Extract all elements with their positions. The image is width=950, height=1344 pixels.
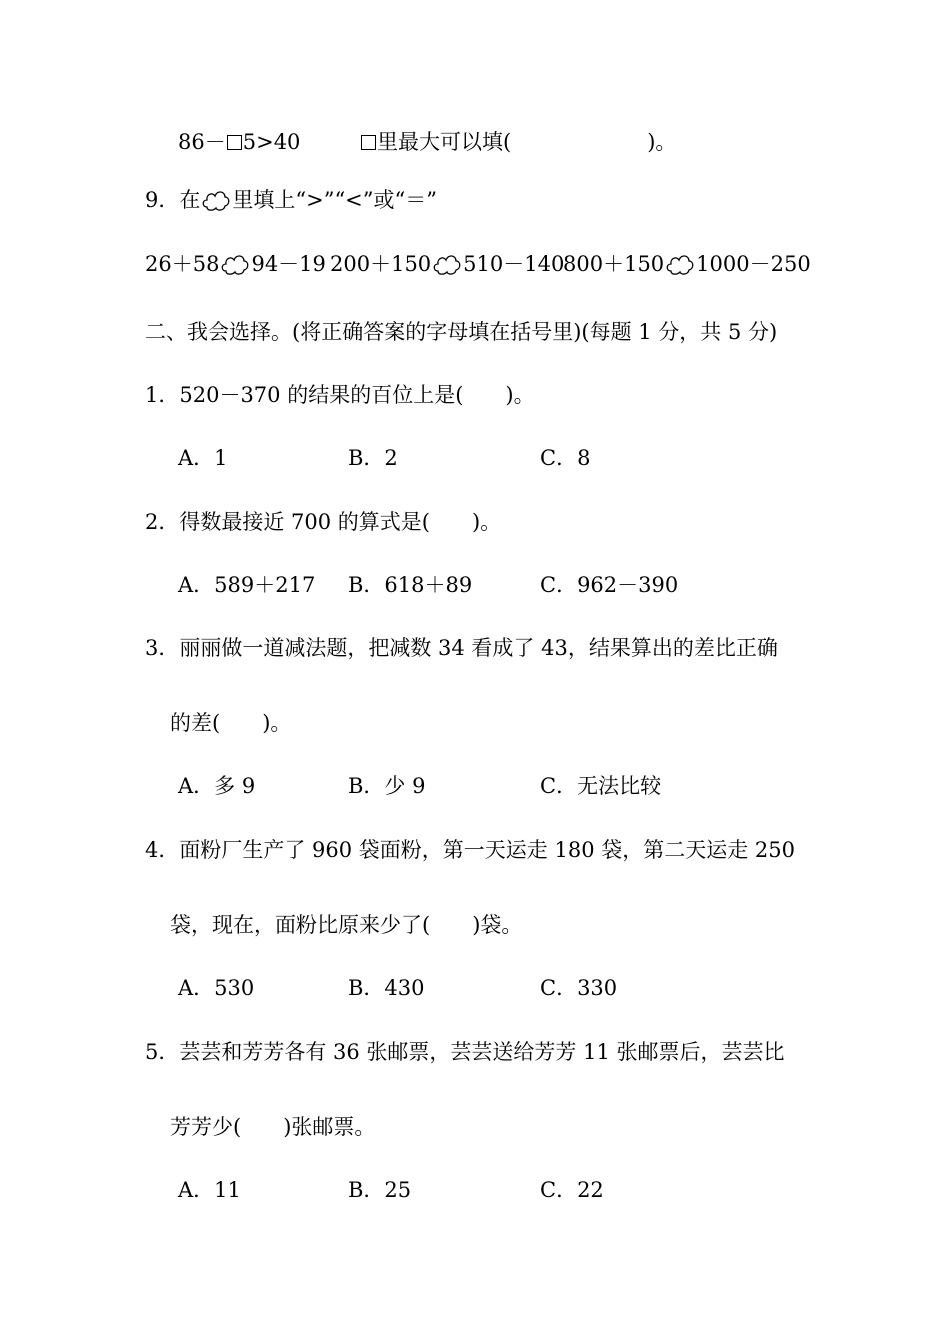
- option-b[interactable]: B．430: [348, 976, 425, 1000]
- q9-item-left: 26＋58: [145, 252, 220, 276]
- q8-prompt-part-b: )。: [647, 130, 677, 154]
- option-b[interactable]: B．618＋89: [348, 573, 473, 597]
- q8-prompt-part-a: 里最大可以填(: [377, 130, 512, 154]
- q8-expr-part-b: 5>40: [242, 130, 301, 154]
- q9-compare-item: [563, 250, 811, 278]
- question-stem-continued: 芳芳少( )张邮票。: [170, 1115, 376, 1139]
- option-c[interactable]: C．962－390: [540, 573, 679, 597]
- option-c[interactable]: C．330: [540, 976, 618, 1000]
- question-stem: 5．芸芸和芳芳各有 36 张邮票，芸芸送给芳芳 11 张邮票后，芸芸比: [145, 1040, 785, 1064]
- q9-number: 9．: [145, 188, 180, 212]
- option-c[interactable]: C．8: [540, 446, 591, 470]
- q9-text-a: 在: [179, 188, 201, 212]
- q9-text-b: 里填上“>”“<”或“＝”: [232, 188, 437, 212]
- option-a[interactable]: A．589＋217: [178, 573, 316, 597]
- q9-item-left: 800＋150: [563, 252, 665, 276]
- question-stem-continued: 袋，现在，面粉比原来少了( )袋。: [170, 913, 523, 937]
- q9-compare-item: [145, 250, 326, 278]
- question-stem: 2．得数最接近 700 的算式是( )。: [145, 510, 502, 534]
- question-stem: 3．丽丽做一道减法题，把减数 34 看成了 43，结果算出的差比正确: [145, 636, 778, 660]
- option-a[interactable]: A．多 9: [178, 774, 256, 798]
- cloud-icon: [201, 187, 231, 213]
- option-c[interactable]: C．无法比较: [540, 774, 662, 798]
- cloud-icon[interactable]: [665, 251, 695, 277]
- q8-expression-line: [178, 128, 300, 156]
- option-c[interactable]: C．22: [540, 1178, 604, 1202]
- q9-item-right: 510－140: [463, 252, 565, 276]
- question-stem-continued: 的差( )。: [170, 711, 292, 735]
- q9-item-left: 200＋150: [330, 252, 432, 276]
- q9-stem: [145, 186, 437, 214]
- question-stem: 1．520－370 的结果的百位上是( )。: [145, 383, 535, 407]
- option-a[interactable]: A．11: [178, 1178, 241, 1202]
- q9-item-right: 1000－250: [696, 252, 811, 276]
- question-stem: 4．面粉厂生产了 960 袋面粉，第一天运走 180 袋，第二天运走 250: [145, 838, 795, 862]
- q9-compare-item: [330, 250, 564, 278]
- blank-square-icon: [227, 135, 242, 150]
- cloud-icon[interactable]: [220, 251, 250, 277]
- q8-prompt-line: [360, 128, 676, 156]
- option-a[interactable]: A．1: [178, 446, 228, 470]
- blank-square-icon: [361, 135, 376, 150]
- q9-item-right: 94－19: [251, 252, 326, 276]
- option-b[interactable]: B．2: [348, 446, 398, 470]
- section-title: 二、我会选择。(将正确答案的字母填在括号里)(每题 1 分，共 5 分): [145, 320, 778, 344]
- q8-expr-part-a: 86－: [178, 130, 226, 154]
- cloud-icon[interactable]: [432, 251, 462, 277]
- option-b[interactable]: B．25: [348, 1178, 412, 1202]
- option-b[interactable]: B．少 9: [348, 774, 426, 798]
- option-a[interactable]: A．530: [178, 976, 255, 1000]
